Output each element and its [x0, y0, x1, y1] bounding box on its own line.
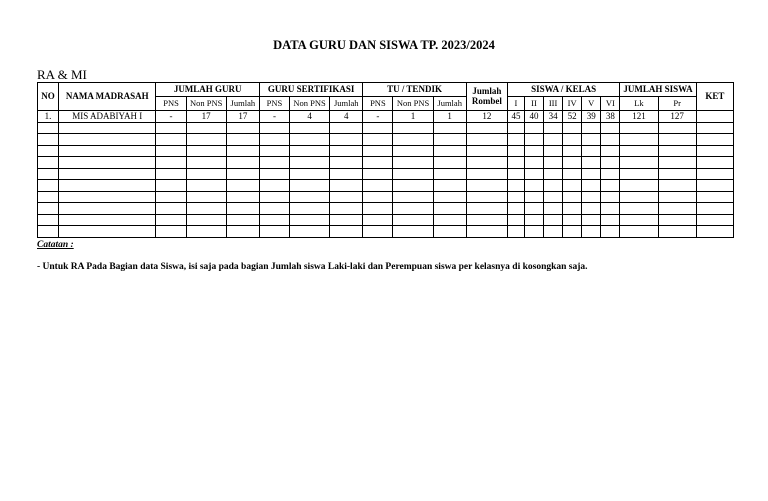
empty-cell	[363, 157, 393, 169]
cell-guru-jumlah: 17	[226, 111, 259, 123]
empty-cell	[330, 226, 363, 238]
header-pr: Pr	[658, 97, 696, 111]
header-jumlah-rombel: Jumlah Rombel	[466, 83, 507, 111]
empty-cell	[466, 226, 507, 238]
table-row-empty	[38, 191, 734, 203]
empty-cell	[156, 203, 186, 215]
empty-cell	[38, 122, 59, 134]
empty-cell	[582, 145, 601, 157]
empty-cell	[259, 145, 289, 157]
cell-ket	[696, 111, 733, 123]
empty-cell	[259, 168, 289, 180]
empty-cell	[601, 122, 620, 134]
empty-cell	[393, 168, 433, 180]
header-siswa-kelas: SISWA / KELAS	[507, 83, 619, 97]
empty-cell	[259, 157, 289, 169]
cell-sert-non-pns: 4	[290, 111, 330, 123]
cell-kelas-6: 38	[601, 111, 620, 123]
empty-cell	[466, 157, 507, 169]
empty-cell	[433, 145, 466, 157]
header-kelas-3: III	[544, 97, 563, 111]
cell-pr: 127	[658, 111, 696, 123]
empty-cell	[393, 214, 433, 226]
cell-guru-non-pns: 17	[186, 111, 226, 123]
empty-cell	[186, 191, 226, 203]
empty-cell	[544, 122, 563, 134]
empty-cell	[433, 180, 466, 192]
empty-cell	[290, 157, 330, 169]
table-row-empty	[38, 226, 734, 238]
empty-cell	[363, 145, 393, 157]
empty-cell	[330, 191, 363, 203]
empty-cell	[156, 134, 186, 146]
empty-cell	[620, 203, 658, 215]
empty-cell	[59, 134, 156, 146]
header-jumlah-siswa: JUMLAH SISWA	[620, 83, 696, 97]
empty-cell	[563, 214, 582, 226]
empty-cell	[290, 214, 330, 226]
table-row-empty	[38, 180, 734, 192]
empty-cell	[59, 157, 156, 169]
empty-cell	[524, 214, 543, 226]
empty-cell	[658, 134, 696, 146]
header-guru-non-pns: Non PNS	[186, 97, 226, 111]
empty-cell	[38, 157, 59, 169]
empty-cell	[363, 180, 393, 192]
empty-cell	[582, 203, 601, 215]
empty-cell	[466, 145, 507, 157]
empty-cell	[38, 180, 59, 192]
empty-cell	[290, 191, 330, 203]
empty-cell	[544, 157, 563, 169]
cell-kelas-3: 34	[544, 111, 563, 123]
empty-cell	[59, 168, 156, 180]
header-kelas-2: II	[524, 97, 543, 111]
empty-cell	[582, 122, 601, 134]
header-kelas-4: IV	[563, 97, 582, 111]
empty-cell	[226, 214, 259, 226]
empty-cell	[156, 168, 186, 180]
empty-cell	[393, 191, 433, 203]
empty-cell	[507, 203, 524, 215]
header-sert-non-pns: Non PNS	[290, 97, 330, 111]
empty-cell	[658, 226, 696, 238]
cell-guru-pns: -	[156, 111, 186, 123]
empty-cell	[696, 191, 733, 203]
empty-cell	[601, 168, 620, 180]
empty-cell	[38, 191, 59, 203]
empty-cell	[259, 214, 289, 226]
header-sert-pns: PNS	[259, 97, 289, 111]
empty-cell	[507, 226, 524, 238]
empty-cell	[226, 226, 259, 238]
empty-cell	[433, 157, 466, 169]
empty-cell	[363, 203, 393, 215]
empty-cell	[186, 157, 226, 169]
empty-cell	[433, 203, 466, 215]
empty-cell	[620, 214, 658, 226]
cell-sert-pns: -	[259, 111, 289, 123]
empty-cell	[186, 134, 226, 146]
empty-cell	[507, 134, 524, 146]
empty-cell	[186, 122, 226, 134]
notes-title	[37, 240, 74, 250]
empty-cell	[524, 168, 543, 180]
empty-cell	[330, 145, 363, 157]
empty-cell	[507, 168, 524, 180]
empty-cell	[601, 191, 620, 203]
empty-cell	[226, 157, 259, 169]
empty-cell	[186, 180, 226, 192]
cell-rombel: 12	[466, 111, 507, 123]
empty-cell	[38, 203, 59, 215]
empty-cell	[696, 168, 733, 180]
empty-cell	[226, 191, 259, 203]
header-jumlah-guru: JUMLAH GURU	[156, 83, 259, 97]
empty-cell	[601, 157, 620, 169]
empty-cell	[290, 203, 330, 215]
empty-cell	[38, 134, 59, 146]
empty-cell	[393, 157, 433, 169]
empty-cell	[658, 145, 696, 157]
empty-cell	[696, 122, 733, 134]
empty-cell	[259, 122, 289, 134]
table-row-empty	[38, 134, 734, 146]
empty-cell	[226, 168, 259, 180]
empty-cell	[38, 168, 59, 180]
empty-cell	[601, 180, 620, 192]
empty-cell	[466, 168, 507, 180]
empty-cell	[658, 203, 696, 215]
empty-cell	[696, 203, 733, 215]
notes-text: - Untuk RA Pada Bagian data Siswa, isi saja pada bagian Jumlah siswa Laki-laki dan Perempuan siswa per kelasnya di kosongkan saja.	[37, 262, 588, 272]
empty-cell	[290, 145, 330, 157]
empty-cell	[524, 145, 543, 157]
empty-cell	[696, 157, 733, 169]
empty-cell	[393, 134, 433, 146]
empty-cell	[658, 157, 696, 169]
empty-cell	[620, 157, 658, 169]
empty-cell	[582, 134, 601, 146]
empty-cell	[563, 191, 582, 203]
empty-cell	[524, 157, 543, 169]
empty-cell	[544, 134, 563, 146]
header-guru-jumlah: Jumlah	[226, 97, 259, 111]
empty-cell	[363, 191, 393, 203]
table-row-empty	[38, 214, 734, 226]
header-kelas-5: V	[582, 97, 601, 111]
notes-title-text: Catatan :	[37, 240, 74, 250]
empty-cell	[186, 214, 226, 226]
header-no: NO	[38, 83, 59, 111]
empty-cell	[38, 226, 59, 238]
empty-cell	[290, 180, 330, 192]
empty-cell	[259, 203, 289, 215]
empty-cell	[330, 134, 363, 146]
empty-cell	[59, 226, 156, 238]
empty-cell	[59, 214, 156, 226]
cell-tu-jumlah: 1	[433, 111, 466, 123]
empty-cell	[620, 134, 658, 146]
empty-cell	[563, 122, 582, 134]
empty-cell	[290, 134, 330, 146]
cell-sert-jumlah: 4	[330, 111, 363, 123]
empty-cell	[582, 191, 601, 203]
table-row-empty	[38, 168, 734, 180]
empty-cell	[563, 134, 582, 146]
empty-cell	[658, 180, 696, 192]
cell-tu-pns: -	[363, 111, 393, 123]
empty-cell	[601, 145, 620, 157]
empty-cell	[330, 214, 363, 226]
empty-cell	[658, 168, 696, 180]
empty-cell	[696, 180, 733, 192]
empty-cell	[466, 134, 507, 146]
header-nama-madrasah: NAMA MADRASAH	[59, 83, 156, 111]
empty-cell	[226, 145, 259, 157]
empty-cell	[507, 214, 524, 226]
empty-cell	[433, 226, 466, 238]
data-table	[37, 82, 734, 238]
header-tu-jumlah: Jumlah	[433, 97, 466, 111]
empty-cell	[330, 203, 363, 215]
header-tu-pns: PNS	[363, 97, 393, 111]
empty-cell	[186, 168, 226, 180]
empty-cell	[563, 168, 582, 180]
empty-cell	[601, 226, 620, 238]
empty-cell	[507, 191, 524, 203]
empty-cell	[524, 180, 543, 192]
empty-cell	[330, 180, 363, 192]
table-row-empty	[38, 157, 734, 169]
empty-cell	[601, 214, 620, 226]
empty-cell	[507, 122, 524, 134]
header-lk: Lk	[620, 97, 658, 111]
empty-cell	[620, 168, 658, 180]
empty-cell	[38, 214, 59, 226]
cell-kelas-4: 52	[563, 111, 582, 123]
empty-cell	[696, 134, 733, 146]
empty-cell	[259, 180, 289, 192]
empty-cell	[563, 226, 582, 238]
empty-cell	[156, 226, 186, 238]
cell-nama: MIS ADABIYAH I	[59, 111, 156, 123]
empty-cell	[433, 168, 466, 180]
empty-cell	[544, 145, 563, 157]
empty-cell	[466, 203, 507, 215]
table-row-empty	[38, 203, 734, 215]
empty-cell	[696, 214, 733, 226]
empty-cell	[466, 214, 507, 226]
empty-cell	[582, 226, 601, 238]
empty-cell	[156, 214, 186, 226]
header-tu-tendik: TU / TENDIK	[363, 83, 466, 97]
empty-cell	[658, 214, 696, 226]
empty-cell	[393, 226, 433, 238]
page-title: DATA GURU DAN SISWA TP. 2023/2024	[273, 38, 495, 52]
empty-cell	[620, 226, 658, 238]
empty-cell	[563, 145, 582, 157]
empty-cell	[330, 168, 363, 180]
empty-cell	[290, 168, 330, 180]
empty-cell	[330, 122, 363, 134]
empty-cell	[544, 168, 563, 180]
empty-cell	[38, 145, 59, 157]
empty-cell	[433, 191, 466, 203]
header-tu-non-pns: Non PNS	[393, 97, 433, 111]
empty-cell	[620, 191, 658, 203]
empty-cell	[226, 180, 259, 192]
empty-cell	[582, 157, 601, 169]
empty-cell	[186, 203, 226, 215]
empty-cell	[507, 145, 524, 157]
empty-cell	[393, 203, 433, 215]
empty-cell	[563, 157, 582, 169]
empty-cell	[544, 191, 563, 203]
empty-cell	[259, 134, 289, 146]
empty-cell	[507, 180, 524, 192]
empty-cell	[563, 180, 582, 192]
empty-cell	[290, 226, 330, 238]
empty-cell	[59, 191, 156, 203]
empty-cell	[156, 145, 186, 157]
empty-cell	[226, 134, 259, 146]
empty-cell	[59, 145, 156, 157]
empty-cell	[186, 145, 226, 157]
header-sert-jumlah: Jumlah	[330, 97, 363, 111]
empty-cell	[582, 180, 601, 192]
empty-cell	[393, 122, 433, 134]
table-row-empty	[38, 122, 734, 134]
cell-no: 1.	[38, 111, 59, 123]
empty-cell	[658, 122, 696, 134]
empty-cell	[620, 180, 658, 192]
table-row-empty	[38, 145, 734, 157]
cell-kelas-5: 39	[582, 111, 601, 123]
empty-cell	[524, 203, 543, 215]
empty-cell	[186, 226, 226, 238]
empty-cell	[363, 168, 393, 180]
empty-cell	[696, 226, 733, 238]
empty-cell	[259, 226, 289, 238]
cell-lk: 121	[620, 111, 658, 123]
empty-cell	[59, 122, 156, 134]
empty-cell	[582, 168, 601, 180]
empty-cell	[601, 203, 620, 215]
empty-cell	[466, 122, 507, 134]
empty-cell	[393, 180, 433, 192]
empty-cell	[658, 191, 696, 203]
empty-cell	[156, 180, 186, 192]
cell-kelas-1: 45	[507, 111, 524, 123]
header-kelas-1: I	[507, 97, 524, 111]
empty-cell	[524, 191, 543, 203]
empty-cell	[582, 214, 601, 226]
empty-cell	[563, 203, 582, 215]
section-subtitle: RA & MI	[37, 67, 87, 82]
empty-cell	[363, 226, 393, 238]
empty-cell	[466, 191, 507, 203]
empty-cell	[156, 122, 186, 134]
header-kelas-6: VI	[601, 97, 620, 111]
header-ket: KET	[696, 83, 733, 111]
empty-cell	[59, 180, 156, 192]
empty-cell	[330, 157, 363, 169]
empty-cell	[363, 134, 393, 146]
cell-tu-non-pns: 1	[393, 111, 433, 123]
empty-cell	[620, 145, 658, 157]
empty-cell	[544, 226, 563, 238]
empty-cell	[59, 203, 156, 215]
empty-cell	[226, 203, 259, 215]
empty-cell	[696, 145, 733, 157]
empty-cell	[524, 134, 543, 146]
empty-cell	[507, 157, 524, 169]
empty-cell	[620, 122, 658, 134]
empty-cell	[363, 122, 393, 134]
empty-cell	[601, 134, 620, 146]
empty-cell	[433, 134, 466, 146]
empty-cell	[433, 214, 466, 226]
empty-cell	[524, 226, 543, 238]
header-guru-sertifikasi: GURU SERTIFIKASI	[259, 83, 362, 97]
empty-cell	[156, 157, 186, 169]
empty-cell	[544, 214, 563, 226]
empty-cell	[544, 203, 563, 215]
cell-kelas-2: 40	[524, 111, 543, 123]
empty-cell	[393, 145, 433, 157]
empty-cell	[363, 214, 393, 226]
empty-cell	[544, 180, 563, 192]
empty-cell	[290, 122, 330, 134]
empty-cell	[466, 180, 507, 192]
empty-cell	[259, 191, 289, 203]
table-row	[38, 111, 734, 123]
empty-cell	[226, 122, 259, 134]
empty-cell	[524, 122, 543, 134]
header-guru-pns: PNS	[156, 97, 186, 111]
empty-cell	[156, 191, 186, 203]
empty-cell	[433, 122, 466, 134]
